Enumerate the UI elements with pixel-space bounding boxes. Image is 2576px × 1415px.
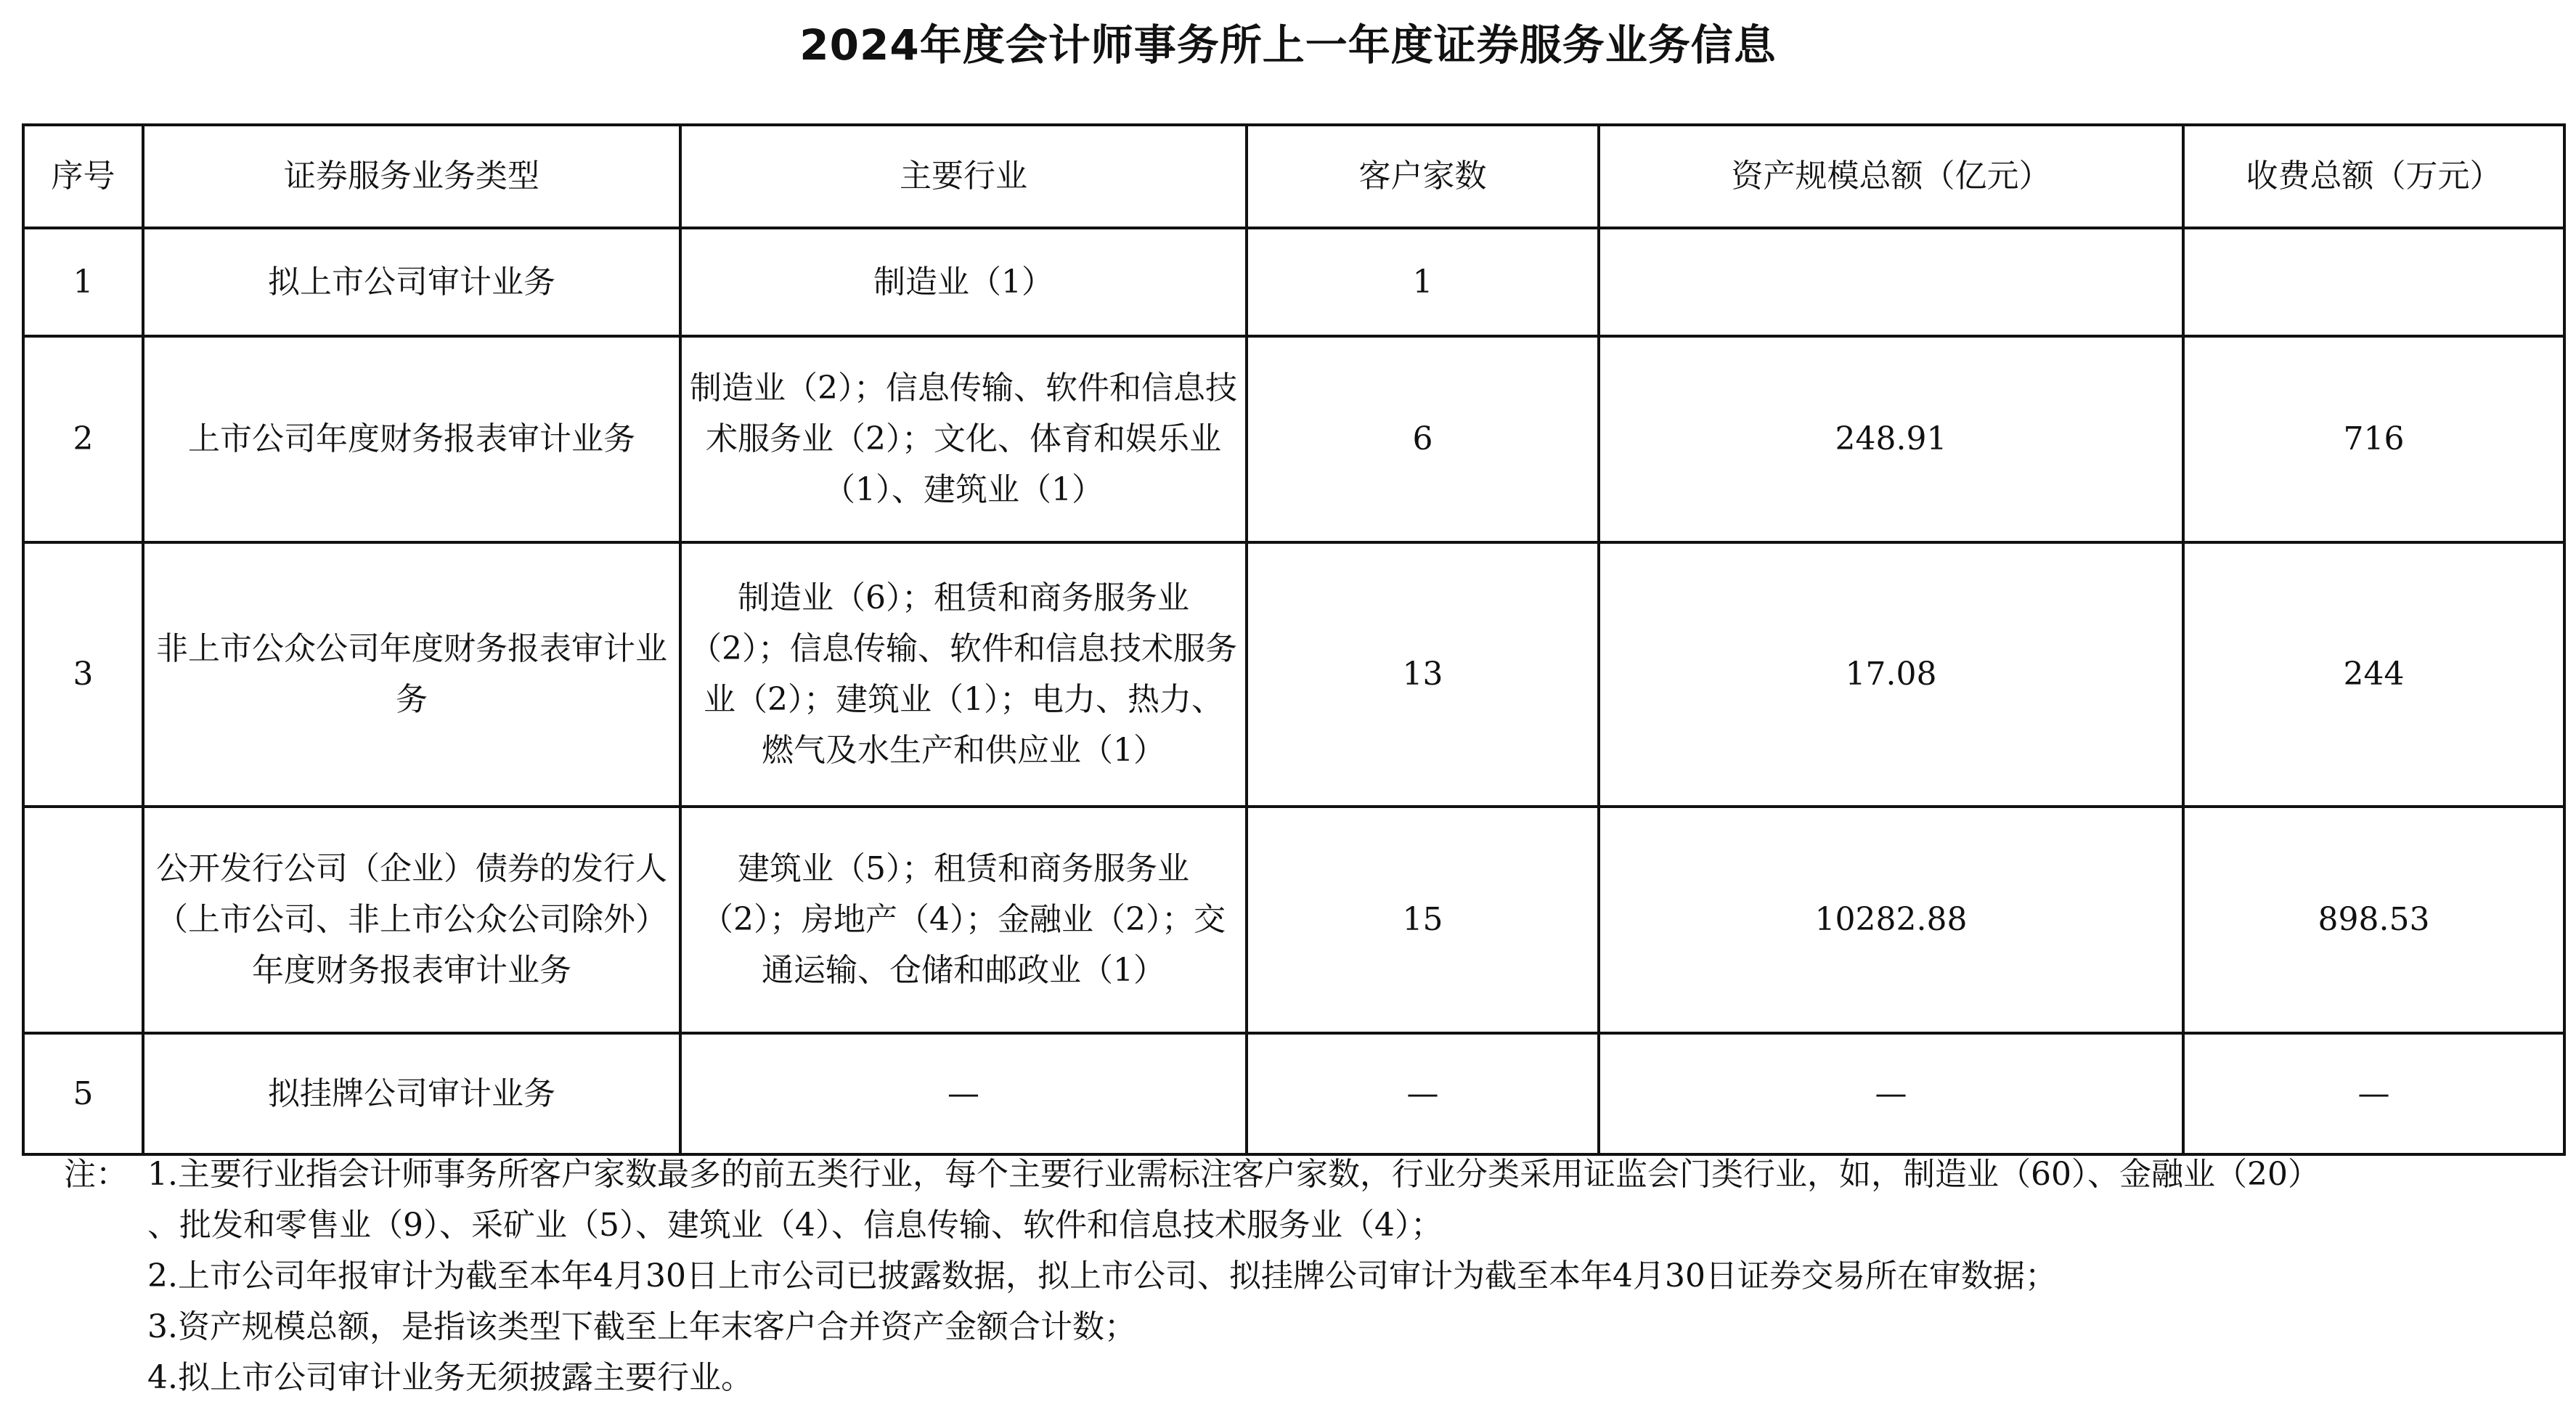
cell-client-count: 15 xyxy=(1247,807,1599,1033)
footnotes xyxy=(64,1149,2561,1403)
cell-index: 1 xyxy=(23,228,143,336)
document-title: 2024年度会计师事务所上一年度证券服务业务信息 xyxy=(799,20,1777,70)
cell-service-type: 公开发行公司（企业）债券的发行人（上市公司、非上市公众公司除外）年度财务报表审计业务 xyxy=(143,807,680,1033)
table-row xyxy=(23,228,2564,336)
table-row xyxy=(23,542,2564,807)
footnote-4: 4.拟上市公司审计业务无须披露主要行业。 xyxy=(147,1359,753,1396)
table-row xyxy=(23,336,2564,542)
header-client-count: 客户家数 xyxy=(1247,125,1599,228)
cell-service-type: 非上市公众公司年度财务报表审计业务 xyxy=(143,542,680,807)
header-service-type: 证券服务业务类型 xyxy=(143,125,680,228)
cell-total-fees: — xyxy=(2183,1033,2564,1154)
header-total-fees: 收费总额（万元） xyxy=(2183,125,2564,228)
cell-total-fees: 898.53 xyxy=(2183,807,2564,1033)
cell-main-industry: — xyxy=(680,1033,1247,1154)
cell-client-count: 13 xyxy=(1247,542,1599,807)
cell-index xyxy=(23,807,143,1033)
footnote-3: 3.资产规模总额，是指该类型下截至上年末客户合并资产金额合计数； xyxy=(147,1308,1136,1345)
footnote-1 xyxy=(64,1149,2561,1200)
cell-main-industry: 制造业（6）；租赁和商务服务业（2）；信息传输、软件和信息技术服务业（2）；建筑业（1）；电力、热力、燃气及水生产和供应业（1） xyxy=(680,542,1247,807)
cell-total-assets: 17.08 xyxy=(1599,542,2183,807)
cell-total-assets: 248.91 xyxy=(1599,336,2183,542)
cell-index: 3 xyxy=(23,542,143,807)
footnote-label: 注： xyxy=(64,1156,128,1193)
cell-service-type: 拟上市公司审计业务 xyxy=(143,228,680,336)
securities-service-table xyxy=(22,123,2566,1156)
cell-service-type: 拟挂牌公司审计业务 xyxy=(143,1033,680,1154)
cell-service-type: 上市公司年度财务报表审计业务 xyxy=(143,336,680,542)
cell-total-assets: — xyxy=(1599,1033,2183,1154)
table-row xyxy=(23,807,2564,1033)
cell-main-industry: 制造业（1） xyxy=(680,228,1247,336)
cell-total-fees: 244 xyxy=(2183,542,2564,807)
footnote-1-text: 1.主要行业指会计师事务所客户家数最多的前五类行业，每个主要行业需标注客户家数，行业分类采用证监会门类行业，如，制造业（60）、金融业（20） xyxy=(147,1156,2320,1193)
header-main-industry: 主要行业 xyxy=(680,125,1247,228)
cell-index: 2 xyxy=(23,336,143,542)
header-total-assets: 资产规模总额（亿元） xyxy=(1599,125,2183,228)
header-index: 序号 xyxy=(23,125,143,228)
cell-client-count: — xyxy=(1247,1033,1599,1154)
cell-main-industry: 建筑业（5）；租赁和商务服务业（2）；房地产（4）；金融业（2）；交通运输、仓储和邮政业（1） xyxy=(680,807,1247,1033)
cell-index: 5 xyxy=(23,1033,143,1154)
cell-main-industry: 制造业（2）；信息传输、软件和信息技术服务业（2）；文化、体育和娱乐业（1）、建筑业（1） xyxy=(680,336,1247,542)
table-header-row xyxy=(23,125,2564,228)
cell-total-fees xyxy=(2183,228,2564,336)
cell-total-fees: 716 xyxy=(2183,336,2564,542)
cell-total-assets xyxy=(1599,228,2183,336)
cell-client-count: 6 xyxy=(1247,336,1599,542)
footnote-2: 2.上市公司年报审计为截至本年4月30日上市公司已披露数据，拟上市公司、拟挂牌公司审计为截至本年4月30日证券交易所在审数据； xyxy=(147,1257,2057,1294)
cell-client-count: 1 xyxy=(1247,228,1599,336)
cell-total-assets: 10282.88 xyxy=(1599,807,2183,1033)
footnote-1-continued: 、批发和零售业（9）、采矿业（5）、建筑业（4）、信息传输、软件和信息技术服务业（4）； xyxy=(147,1207,1443,1244)
table-row xyxy=(23,1033,2564,1154)
